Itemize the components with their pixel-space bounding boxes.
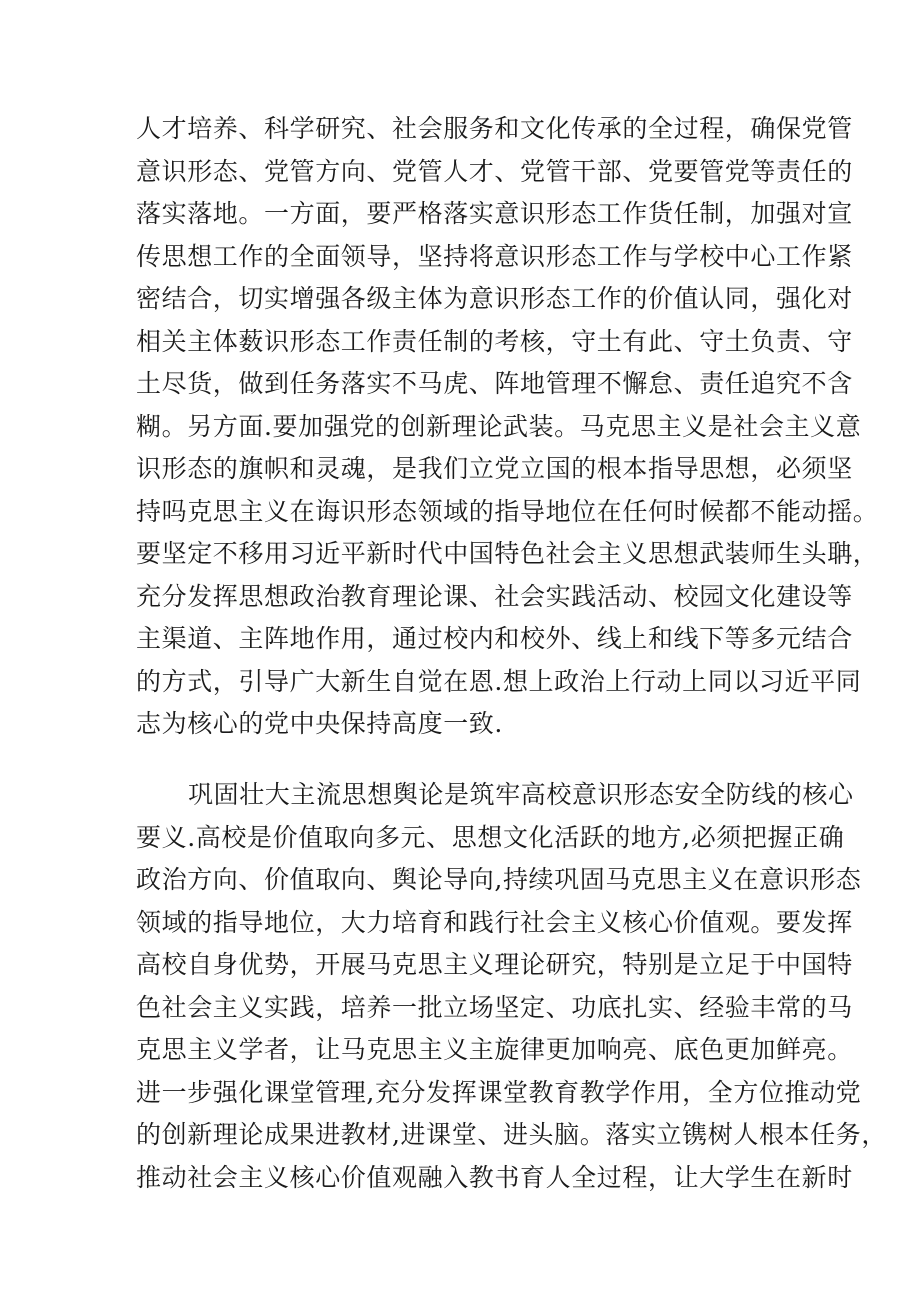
text-line: 推动社会主义核心价值观融入教书育人全过程，让大学生在新时 [136,1162,853,1192]
text-line: 领域的指导地位，大力培育和践行社会主义核心价值观。要发挥 [136,907,853,937]
text-line: 高校自身优势，开展马克思主义理论研究，特别是立足于中国特 [136,950,853,979]
paragraph-2 [136,774,887,1199]
text-line: 巩固壮大主流思想舆论是筑牢高校意识形态安全防线的核心 [188,780,854,809]
text-line: 落实落地。一方面，要严格落实意识形态工作货任制，加强对宣 [136,199,853,228]
text-line: 持吗克思主义在诲识形态领域的指导地位在任何时候都不能动摇。 [136,496,879,526]
text-line: 色社会主义实践，培养一批立场坚定、功底扎实、经验丰常的马 [136,992,853,1022]
text-line: 糊。另方面.要加强党的创新理论武装。马克思主义是社会主义意 [136,411,862,441]
text-line: 土尽货，做到任务落实不马虎、阵地管理不懈怠、责任追究不含 [136,369,853,398]
text-line: 克思主义学者，让马克思主义主旋律更加响亮、底色更加鲜亮。 [136,1035,853,1064]
text-line: 相关主体薮识形态工作责任制的考核，守土有此、守土负责、守 [136,326,853,356]
text-line: 的方式，引导广大新生自觉在恩.想上政治上行动上同以习近平同 [136,666,862,696]
text-line: 进一步强化课堂管理,充分发挥课堂教育教学作用，全方位推动党 [136,1077,862,1107]
text-line: 的创新理论成果进教材,进课堂、进头脑。落实立镌树人根本任务， [136,1120,887,1149]
text-line: 要义.高校是价值取向多元、思想文化活跃的地方,必须把握正确 [136,822,845,852]
text-line: 志为核心的党中央保持高度一致. [136,709,503,738]
text-line: 密结合，切实增强各级主体为意识形态工作的价值认同，强化对 [136,284,853,313]
text-line: 要坚定不移用习近平新时代中国特色社会主义思想武装师生头聃， [136,539,879,568]
text-line: 传思想工作的全面领导，坚持将意识形态工作与学校中心工作紧 [136,241,853,271]
text-line: 识形态的旗帜和灵魂，是我们立党立国的根本指导思想，必须坚 [136,454,853,483]
text-line: 主渠道、主阵地作用，通过校内和校外、线上和线下等多元结合 [136,624,853,653]
text-line: 充分发挥思想政治教育理论课、社会实践活动、校园文化建设等 [136,581,853,611]
text-line: 意识形态、党管方向、党管人才、党管干部、党要管党等责任的 [136,156,853,186]
text-line: 人才培养、科学研究、社会服务和文化传承的全过程，确保党管 [136,114,853,143]
text-line: 政治方向、价值取向、舆论导向,持续巩固马克思主义在意识形态 [136,865,862,894]
paragraph-1 [136,108,879,746]
